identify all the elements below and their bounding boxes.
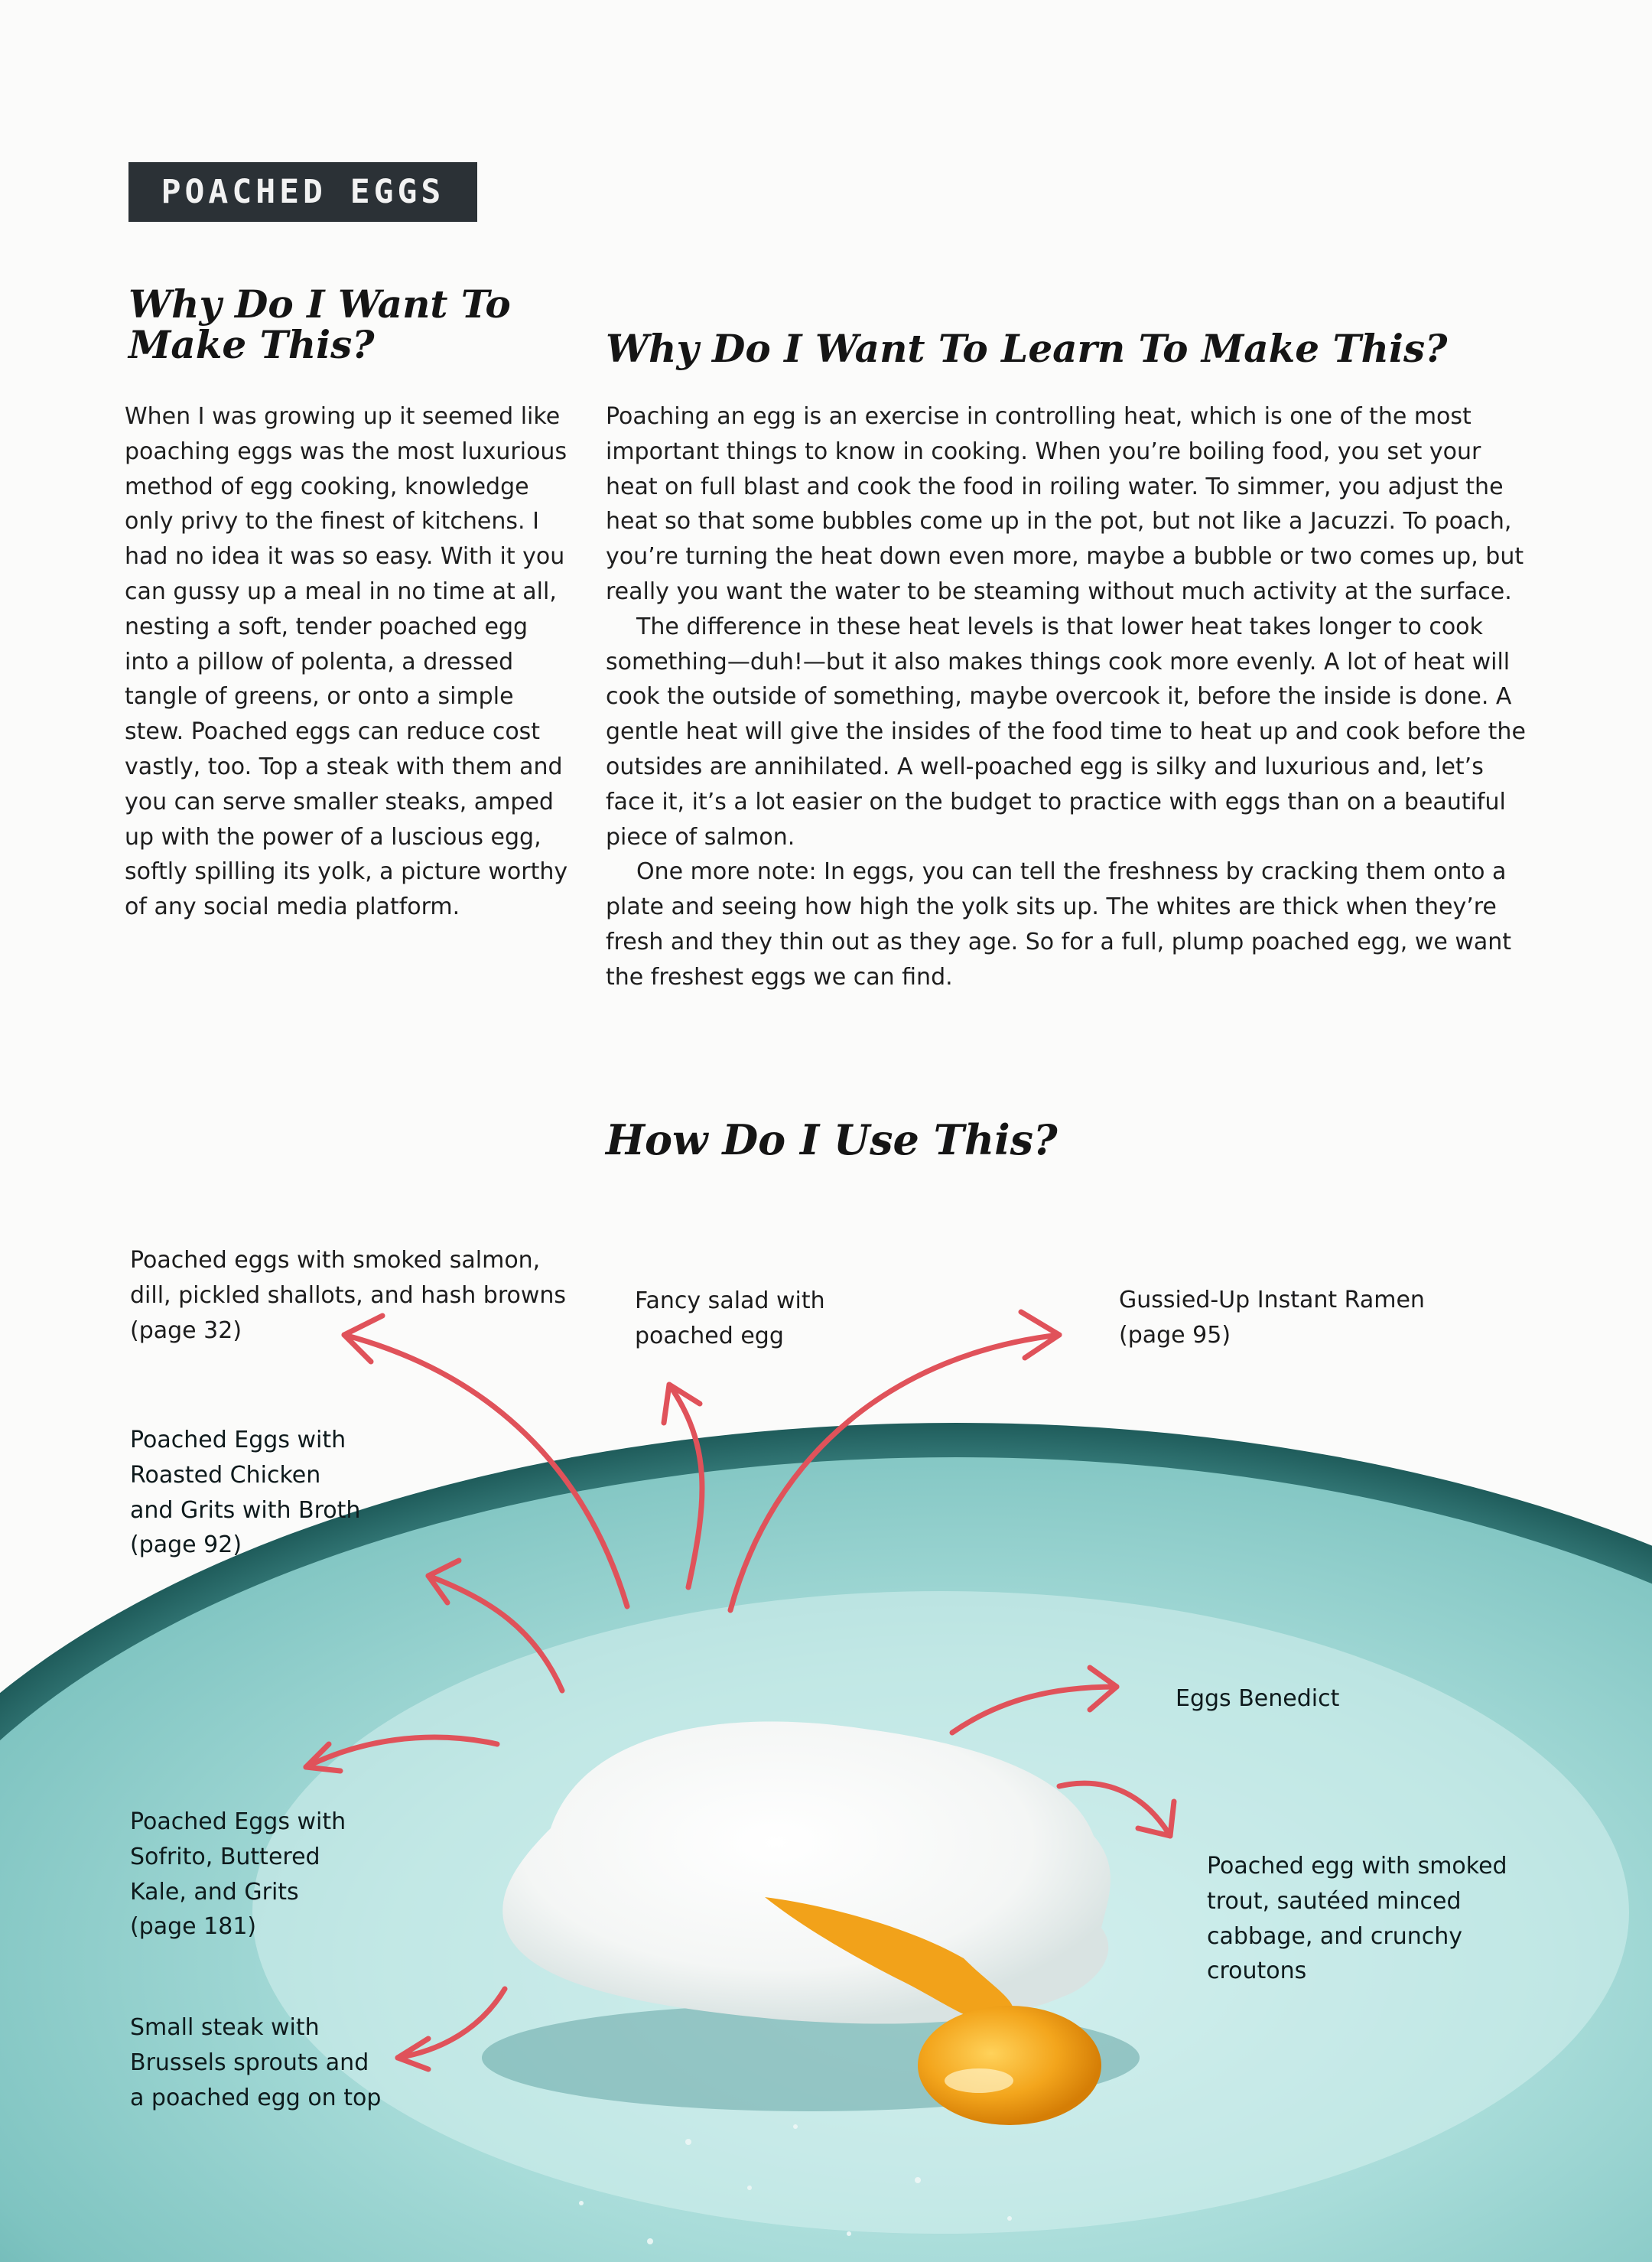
use-steak	[130, 2010, 451, 2115]
use-trout	[1207, 1849, 1543, 1989]
use-salmon-line: (page 32)	[130, 1317, 242, 1344]
use-salad	[635, 1284, 887, 1354]
use-sofrito-line: Kale, and Grits	[130, 1878, 299, 1906]
use-steak-line: a poached egg on top	[130, 2084, 382, 2111]
use-trout-line: trout, sautéed minced	[1207, 1887, 1462, 1915]
use-sofrito	[130, 1805, 421, 1945]
use-trout-line: cabbage, and crunchy	[1207, 1922, 1463, 1950]
use-salmon	[130, 1243, 589, 1348]
use-salmon-line: Poached eggs with smoked salmon,	[130, 1247, 541, 1274]
intro-paragraph: When I was growing up it seemed like poaching eggs was the most luxurious method of egg cooking, knowledge only privy to the finest of kitchens. I had no idea it was so easy. With it you can gussy up a meal in no time at all, nesting a soft, tender poached egg into a pillow of polenta, a dressed tangle of greens, or onto a simple stew. Poached eggs can reduce cost vastly, too. Top a steak with them and you can serve smaller steaks, amped up with the power of a luscious egg, softly spilling its yolk, a picture worthy of any social media platform.	[125, 403, 568, 921]
use-benedict-line: Eggs Benedict	[1176, 1685, 1340, 1712]
use-sofrito-line: (page 181)	[130, 1913, 257, 1941]
use-salad-line: poached egg	[635, 1322, 784, 1349]
use-chicken-line: Roasted Chicken	[130, 1461, 321, 1489]
use-chicken-line: (page 92)	[130, 1531, 242, 1559]
use-trout-line: croutons	[1207, 1958, 1307, 1985]
section-tag: POACHED EGGS	[128, 162, 477, 222]
use-trout-line: Poached egg with smoked	[1207, 1853, 1507, 1880]
use-steak-line: Brussels sprouts and	[130, 2049, 369, 2076]
paragraph-difference: The difference in these heat levels is that lower heat takes longer to cook something—duh!—but it also makes things cook more evenly. A lot of heat will cook the outside of something, maybe overcook it, before the inside is done. A gentle heat will give the insides of the food time to heat up and cook before the outsides are annihilated. A well-poached egg is silky and luxurious and, let’s face it, it’s a lot easier on the budget to practice with eggs than on a beautiful piece of salmon.	[606, 613, 1526, 851]
use-steak-line: Small steak with	[130, 2014, 320, 2041]
use-benedict	[1176, 1681, 1481, 1717]
heading-why-make: Why Do I Want To Make This?	[128, 282, 511, 367]
main-text	[606, 399, 1531, 995]
heading-why-learn: Why Do I Want To Learn To Make This?	[606, 326, 1448, 371]
use-sofrito-line: Poached Eggs with	[130, 1808, 346, 1835]
use-chicken	[130, 1423, 451, 1563]
use-ramen-line: (page 95)	[1119, 1321, 1231, 1349]
use-salmon-line: dill, pickled shallots, and hash browns	[130, 1281, 567, 1309]
paragraph-freshness: One more note: In eggs, you can tell the freshness by cracking them onto a plate and seeing how high the yolk sits up. The whites are thick when they’re fresh and they thin out as they age. So for a full, plump poached egg, we want the freshest eggs we can find.	[606, 858, 1512, 991]
use-ramen-line: Gussied-Up Instant Ramen	[1119, 1287, 1425, 1313]
egg-yolk	[918, 2006, 1101, 2125]
use-chicken-line: and Grits with Broth	[130, 1496, 361, 1524]
use-sofrito-line: Sofrito, Buttered	[130, 1843, 320, 1870]
use-ramen	[1119, 1283, 1501, 1353]
use-salad-line: Fancy salad with	[635, 1287, 825, 1314]
paragraph-heat: Poaching an egg is an exercise in controlling heat, which is one of the most important things to know in cooking. When you’re boiling food, you set your heat on full blast and cook the food in roiling water. To simmer, you adjust the heat so that some bubbles come up in the pot, but not like a Jacuzzi. To poach, you’re turning the heat down even more, maybe a bubble or two comes up, but really you want the water to be steaming without much activity at the surface.	[606, 403, 1524, 605]
use-chicken-line: Poached Eggs with	[130, 1427, 346, 1453]
heading-how-use: How Do I Use This?	[606, 1115, 1058, 1164]
